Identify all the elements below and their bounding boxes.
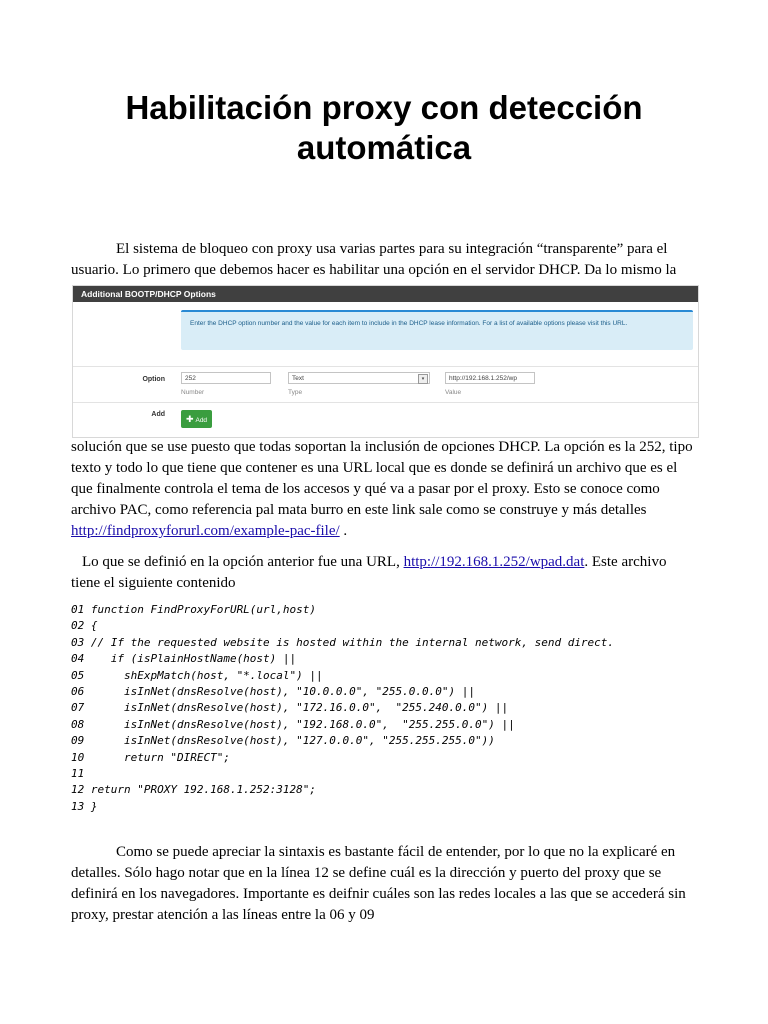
panel-header: Additional BOOTP/DHCP Options — [73, 286, 698, 302]
paragraph-text: solución que se use puesto que todas soportan la inclusión de opciones DHCP. La opción es la 252, tipo texto y todo lo que tiene que contener es una URL local que es donde se definirá un archivo que es el que finalmente controla el tema de los accesos y qué va a pasar por el proxy. Esto se conoce como archivo PAC, como referencia pal mata burro en este link sale como se construye y más detalles — [71, 439, 693, 518]
type-select[interactable] — [288, 372, 430, 384]
code-line: 08 isInNet(dnsResolve(host), "192.168.0.0", "255.255.0.0") || — [71, 717, 515, 731]
type-sublabel: Type — [288, 389, 303, 396]
info-box: Enter the DHCP option number and the value for each item to include in the DHCP lease information. For a list of available options please visit this URL. — [181, 310, 693, 350]
closing-paragraph: Como se puede apreciar la sintaxis es bastante fácil de entender, por lo que no la explicaré en detalles. Sólo hago notar que en la línea 12 se define cuál es la dirección y puerto del proxy que se definirá en los navegadores. Importante es deifnir cuáles son las redes locales a las que se accederá sin proxy, prestar atención a las líneas entre la 06 y 09 — [71, 844, 686, 923]
paragraph-text: . — [339, 523, 348, 539]
paragraph-text: . Este archivo tiene el siguiente contenido — [71, 554, 667, 591]
number-field[interactable]: 252 — [181, 372, 271, 384]
value-sublabel: Value — [445, 389, 462, 396]
code-line: 11 — [71, 766, 85, 780]
code-block — [71, 602, 614, 815]
option-label: Option — [142, 376, 165, 383]
add-label: Add — [151, 411, 165, 418]
plus-icon: ✚ — [185, 414, 194, 424]
code-line: 05 shExpMatch(host, "*.local") || — [71, 668, 323, 682]
code-line: 09 isInNet(dnsResolve(host), "127.0.0.0", "255.255.255.0")) — [71, 734, 495, 748]
value-field[interactable]: http://192.168.1.252/wp — [445, 372, 535, 384]
code-line: 07 isInNet(dnsResolve(host), "172.16.0.0", "255.240.0.0") || — [71, 701, 509, 715]
code-line: 04 if (isPlainHostName(host) || — [71, 652, 297, 666]
add-button-label: Add — [195, 417, 208, 424]
code-line: 06 isInNet(dnsResolve(host), "10.0.0.0", "255.0.0.0") || — [71, 684, 475, 698]
pac-example-link[interactable]: http://findproxyforurl.com/example-pac-file/ — [71, 523, 340, 539]
paragraph-pac — [71, 437, 699, 542]
paragraph-text: Lo que se definió en la opción anterior fue una URL, — [82, 554, 404, 570]
wpad-link[interactable]: http://192.168.1.252/wpad.dat — [403, 554, 585, 570]
code-line: 03 // If the requested website is hosted within the internal network, send direct. — [71, 635, 615, 649]
divider — [73, 402, 698, 403]
code-line: 10 return "DIRECT"; — [71, 750, 230, 764]
code-line: 01 function FindProxyForURL(url,host) — [71, 603, 317, 616]
chevron-down-icon: ▾ — [418, 374, 428, 384]
intro-paragraph: El sistema de bloqueo con proxy usa varias partes para su integración “transparente” para el usuario. Lo primero que debemos hacer es habilitar una opción en el servidor DHCP. Da lo mismo la — [71, 241, 677, 278]
code-line: 12 return "PROXY 192.168.1.252:3128"; — [71, 783, 317, 797]
number-sublabel: Number — [181, 389, 205, 396]
divider — [73, 366, 698, 367]
code-line: 02 { — [71, 619, 98, 633]
code-line: 13 } — [71, 799, 98, 813]
page-title: Habilitación proxy con detección automática — [125, 89, 643, 166]
type-select-value: Text — [292, 375, 304, 382]
add-button[interactable] — [181, 410, 212, 428]
dhcp-options-screenshot — [72, 285, 699, 438]
paragraph-wpad — [71, 552, 699, 594]
